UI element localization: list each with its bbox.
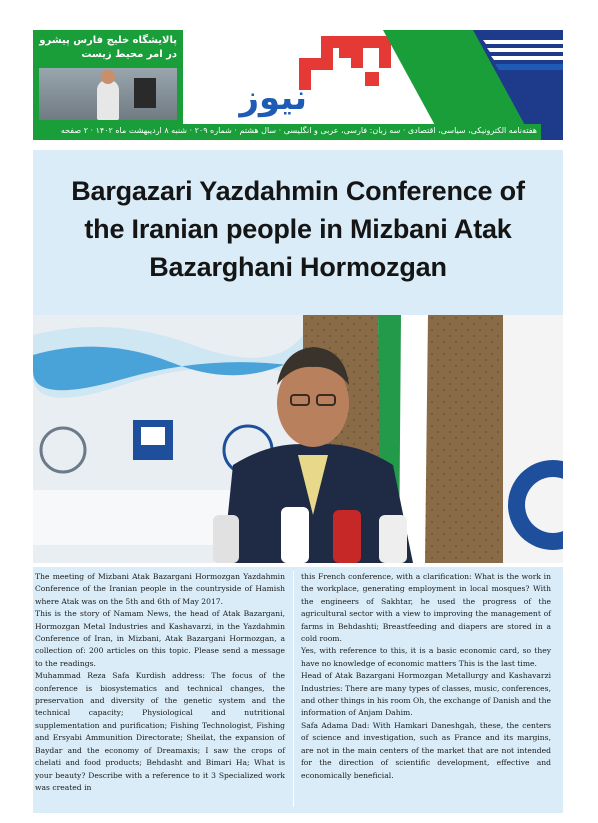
article-headline[interactable] [33,172,563,286]
article-column-left [35,571,285,794]
masthead-info-bar [33,124,563,140]
column-divider [293,571,294,807]
article-body [33,567,563,813]
teaser-box[interactable] [33,30,183,130]
teaser-line-2: در امر محیط زیست [81,49,177,60]
paragraph: This is the story of Namam News, the head of Atak Bazargani, Hormozgan Metal Industries and Kashavarzi, in the Yazdahmin Conference of Iran, in Mizbani, Atak Bazargani Hormozgan, a collection of: 200 articles on this topic. Please send a message to the readings. [35,609,285,668]
headline-line-2: the Iranian people in Mizbani Atak [84,214,512,244]
paragraph: Muhammad Reza Safa Kurdish address: The focus of the conference is biosystematics and technical changes, the preservation and diversity of the genetic system and the technical capacity; Physiological and nutritional supplementation and purification; Fishing Technologist, Fishing and Ersyabi Ammunition Directorate; Sheilat, the expansion of Baydar and the economy of Dreamaxis; I saw the crops of chelati and food products; Behdasht and Bimari Ha; What is your beauty? Describe with a reference to it 3 Specialized work was created in [35,671,285,792]
teaser-person-head [101,70,115,84]
paragraph: this French conference, with a clarification: What is the work in the workplace, generating employment in local mosques? With the engineers of Sakhtar, he used the progress of the agricultural sector with a view to improving the management of farms in Behdashti; Breastfeeding and diapers are stored in a cold room. [301,572,551,644]
teaser-photo [39,68,177,120]
issue-info: هفته‌نامه الکترونیکی، سیاسی، اقتصادی · سه زبان: فارسی، عربی و انگلیسی · سال هشتم · شماره ۲۰۹ · شنبه ۸ اردیبهشت ماه ۱۴۰۲ · ۲ صفحه [60,126,537,135]
teaser-backdrop-logo [134,78,156,108]
paragraph: The meeting of Mizbani Atak Bazargani Hormozgan Yazdahmin Conference of the Iranian people in the countryside of Hamish where Atak was on the 5th and 6th of May 2017. [35,572,285,606]
article-photo[interactable] [33,315,563,563]
newspaper-logo [181,30,411,124]
paragraph: Head of Atak Bazargani Hormozgan Metallurgy and Kashavarzi Industries: There are many types of classes, music, conferences, and other things in his room Oh, the exchange of Danish and the information of Anjam Dahim. [301,671,551,718]
headline-line-3: Bazarghani Hormozgan [149,252,447,282]
teaser-person-body [97,80,119,120]
paragraph: Safa Adama Dad: With Hamkari Daneshgah, these, the centers of science and investigation, such as France and its margins, are not in the main centers of the market that are not intended for the direction of scientific development, effective and economically beneficial. [301,720,551,780]
teaser-headline [37,34,177,62]
headline-line-1: Bargazari Yazdahmin Conference of [71,176,525,206]
info-bar-accent [541,124,563,140]
teaser-line-1: پالایشگاه خلیج فارس پیشرو [39,35,177,46]
speaker-photo-icon [33,315,563,563]
paragraph: Yes, with reference to this, it is a basic economic card, so they have no knowledge of economic matters This is the last time. [301,646,551,668]
logo-text: نیوز [239,78,307,118]
article-column-right [301,571,551,782]
headline-area [33,150,563,315]
masthead [33,30,563,140]
